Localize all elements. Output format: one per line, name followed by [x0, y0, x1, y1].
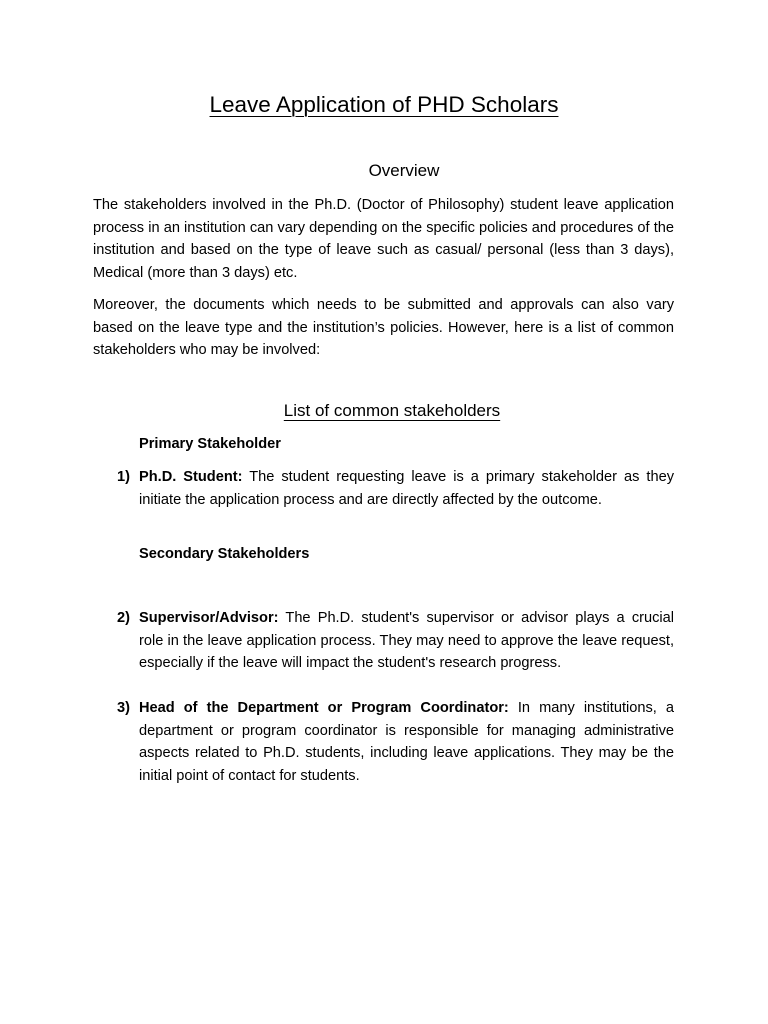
- list-item-number: 1): [117, 469, 130, 485]
- list-item-text: The student requesting leave is a primary stakeholder as they initiate the application process and are directly affected by the outcome.: [139, 469, 674, 508]
- list-item-number: 3): [117, 700, 130, 716]
- list-item-body: [139, 607, 674, 675]
- stakeholders-list-heading: [0, 399, 768, 423]
- list-item-text: The Ph.D. student's supervisor or advisor plays a crucial role in the leave application process. They may need to approve the leave request, especially if the leave will impact the student's research progress.: [139, 610, 674, 672]
- primary-stakeholder-label: Primary Stakeholder: [139, 436, 281, 452]
- list-item-lead: Head of the Department or Program Coordinator:: [139, 700, 509, 716]
- list-item-department-head: [117, 697, 674, 787]
- list-item-text: In many institutions, a department or program coordinator is responsible for managing administrative aspects related to Ph.D. students, including leave applications. They may be the initial point of contact for students.: [139, 700, 674, 784]
- list-item-body: [139, 466, 674, 511]
- list-item-lead: Supervisor/Advisor:: [139, 610, 279, 626]
- list-item-lead: Ph.D. Student:: [139, 469, 243, 485]
- list-item-number: 2): [117, 610, 130, 626]
- list-item-supervisor: [117, 607, 674, 675]
- documents-paragraph: Moreover, the documents which needs to be submitted and approvals can also vary based on the leave type and the institution’s policies. However, here is a list of common stakeholders who may be involved:: [93, 297, 674, 359]
- secondary-stakeholders-label: Secondary Stakeholders: [139, 546, 310, 562]
- stakeholders-list-heading-text: List of common stakeholders: [283, 401, 501, 420]
- list-item-phd-student: [117, 466, 674, 511]
- document-title: Leave Application of PHD Scholars: [209, 92, 559, 117]
- intro-paragraph: The stakeholders involved in the Ph.D. (Doctor of Philosophy) student leave application process in an institution can vary depending on the specific policies and procedures of the institution and based on the type of leave such as casual/ personal (less than 3 days), Medical (more than 3 days) etc.: [93, 197, 674, 281]
- overview-heading: Overview: [368, 161, 440, 180]
- list-item-body: [139, 697, 674, 787]
